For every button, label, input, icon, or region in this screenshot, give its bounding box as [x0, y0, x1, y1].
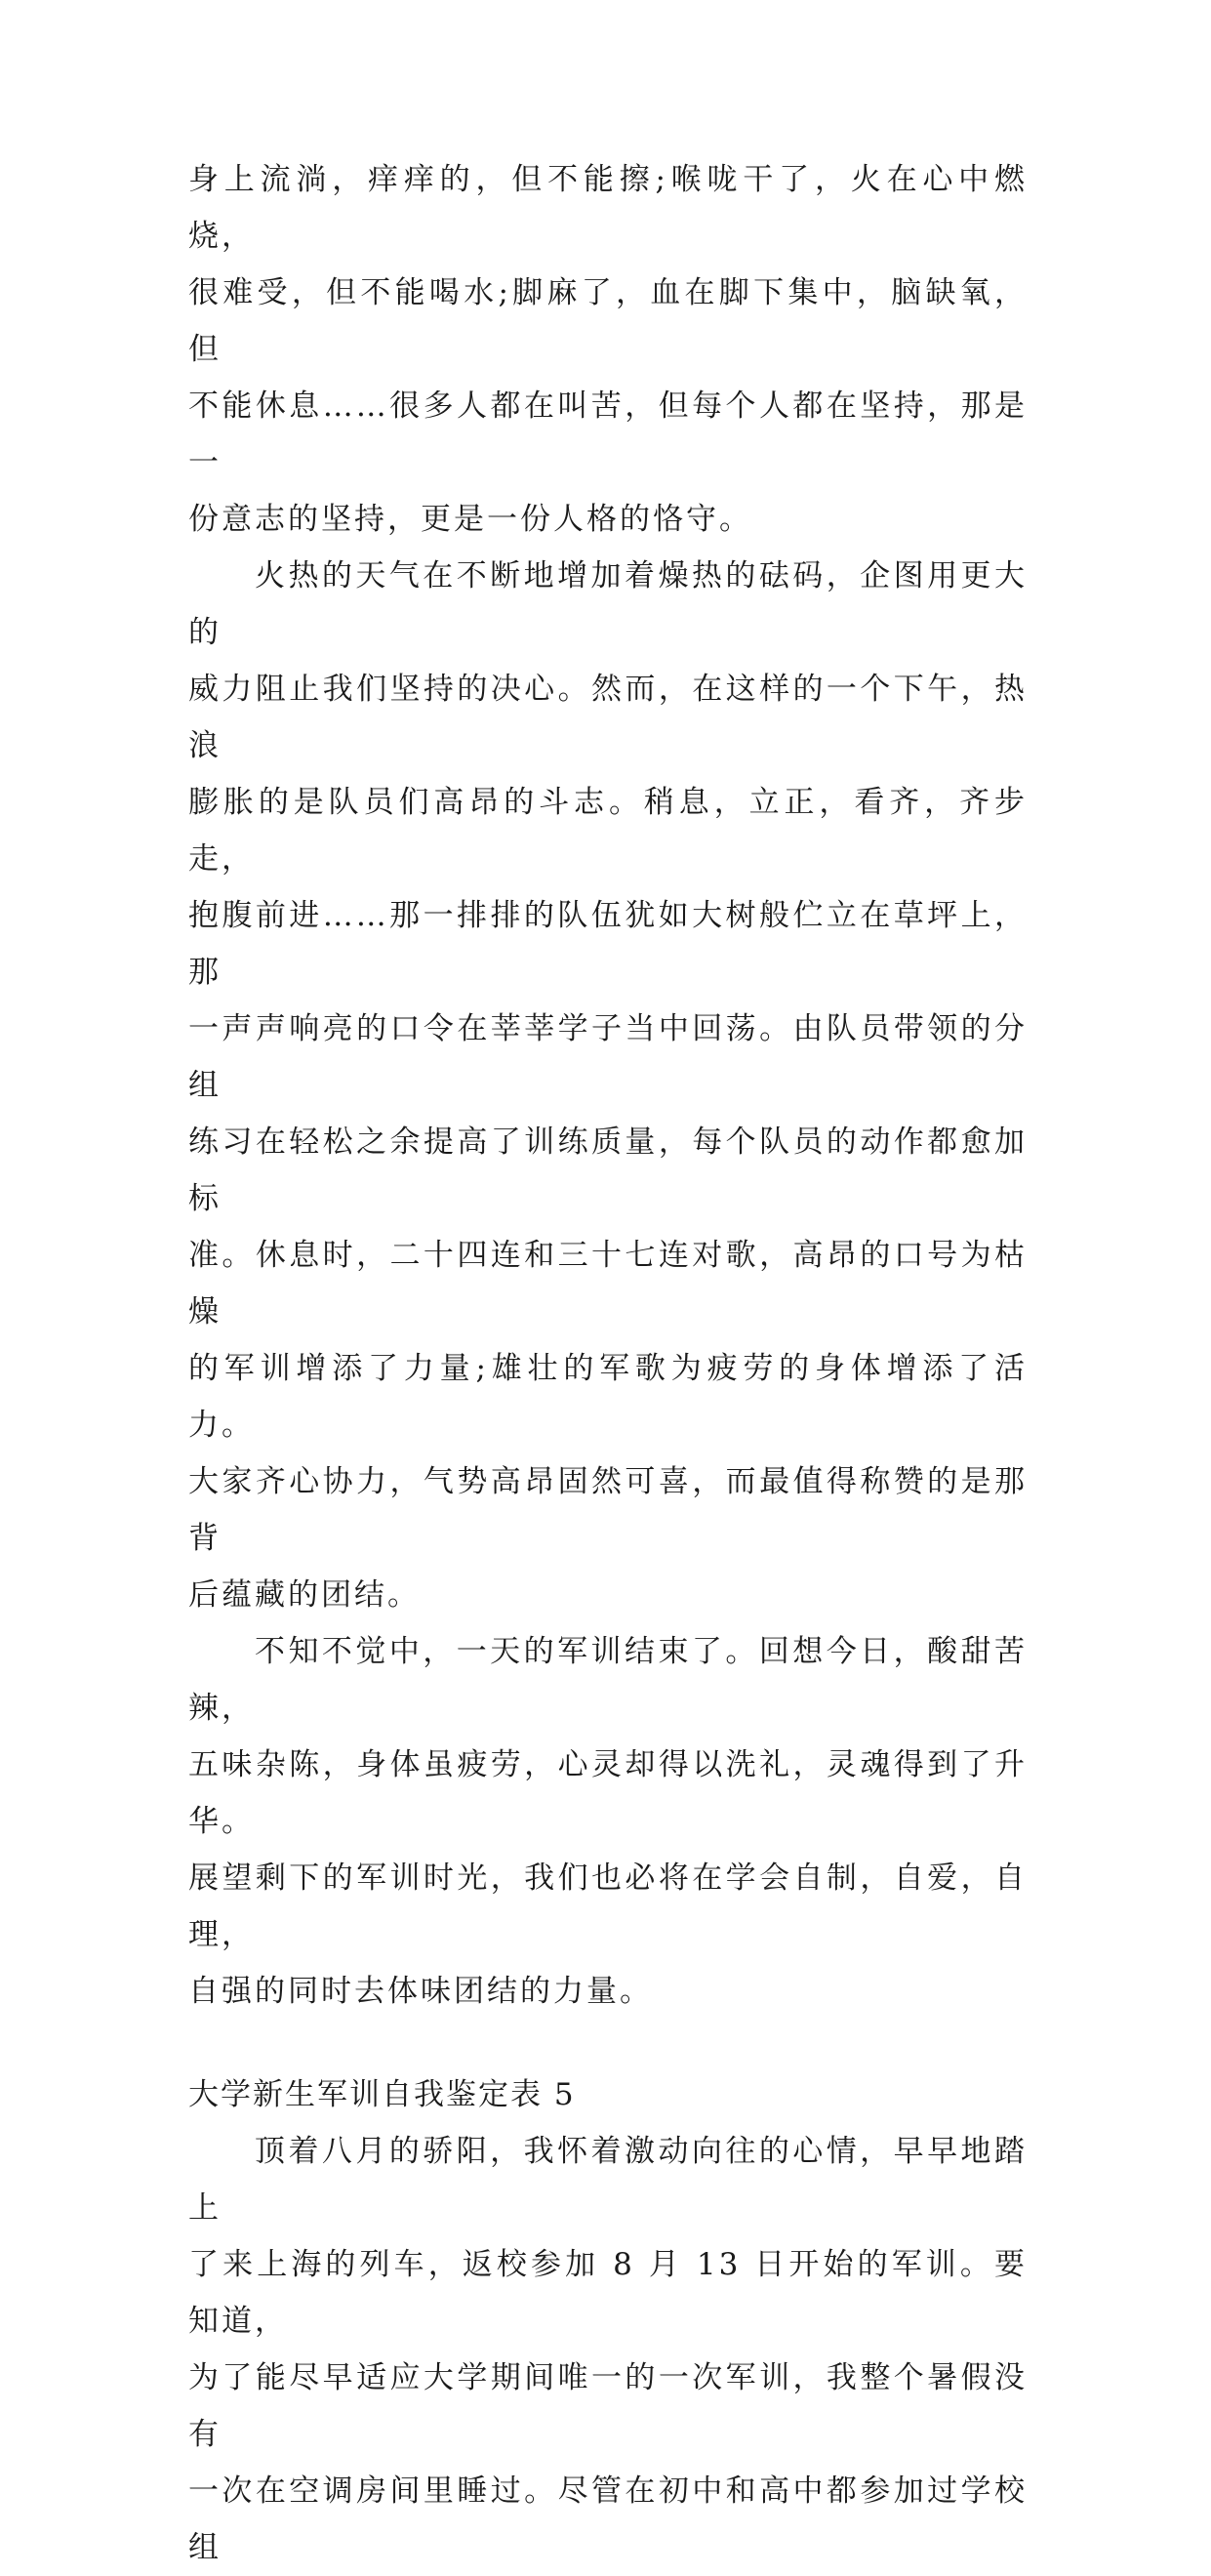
paragraph-endurance: 身上流淌，痒痒的，但不能擦;喉咙干了，火在心中燃烧， 很难受，但不能喝水;脚麻了，血在脚下集中，脑缺氧，但 不能休息……很多人都在叫苦，但每个人都在坚持，那是一 份意志的坚持，更是一份人格的恪守。 [188, 162, 1028, 537]
paragraph-august-sun: 顶着八月的骄阳，我怀着激动向往的心情，早早地踏上 了来上海的列车，返校参加 8 月 13 日开始的军训。要知道， 为了能尽早适应大学期间唯一的一次军训，我整个暑假没有 一次在空调房间里睡过。尽管在初中和高中都参加过学校组 [188, 2134, 1028, 2565]
paragraph-day-end: 不知不觉中，一天的军训结束了。回想今日，酸甜苦辣， 五味杂陈，身体虽疲劳，心灵却得以洗礼，灵魂得到了升华。 展望剩下的军训时光，我们也必将在学会自制，自爱，自理， 自强的同时去体味团结的力量。 [188, 1634, 1028, 2009]
paragraph-afternoon-training: 火热的天气在不断地增加着燥热的砝码，企图用更大的 威力阻止我们坚持的决心。然而，在这样的一个下午，热浪 膨胀的是队员们高昂的斗志。稍息，立正，看齐，齐步走， 抱腹前进……那一排排的队伍犹如大树般伫立在草坪上，那 一声声响亮的口令在莘莘学子当中回荡。由队员带领的分组 练习在轻松之余提高了训练质量，每个队员的动作都愈加标 准。休息时，二十四连和三十七连对歌，高昂的口号为枯燥 的军训增添了力量;雄壮的军歌为疲劳的身体增添了活力。 大家齐心协力，气势高昂固然可喜，而最值得称赞的是那背 后蕴藏的团结。 [188, 558, 1028, 1613]
document-body [188, 151, 1028, 2576]
section-heading: 大学新生军训自我鉴定表 5 [188, 2077, 576, 2112]
